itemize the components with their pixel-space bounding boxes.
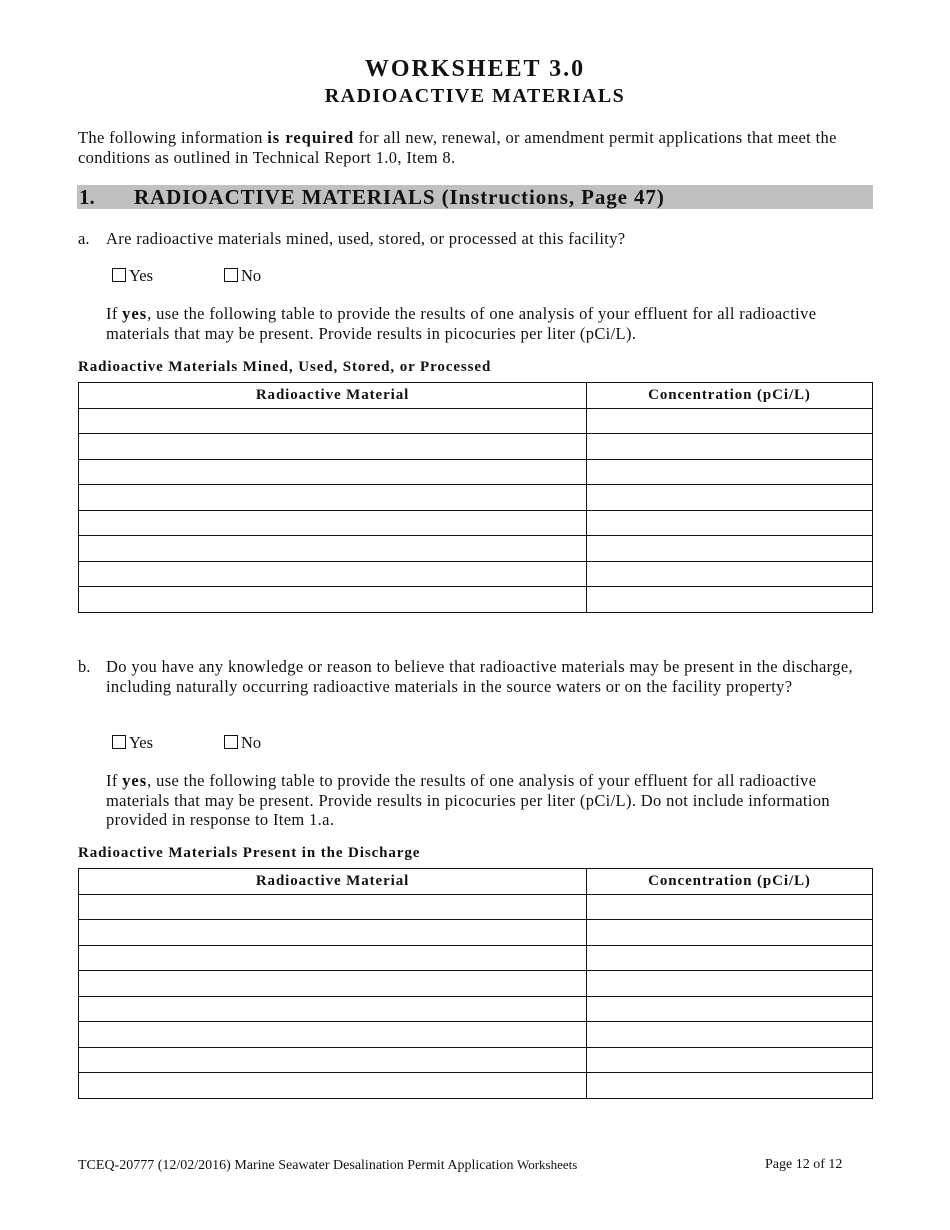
question-a-yes-checkbox[interactable] bbox=[112, 268, 126, 282]
section-number: 1. bbox=[79, 185, 95, 209]
table-row bbox=[79, 536, 873, 562]
material-cell[interactable] bbox=[79, 561, 587, 587]
question-a-yes-option[interactable] bbox=[112, 266, 153, 286]
material-cell[interactable] bbox=[79, 485, 587, 511]
table-row bbox=[79, 920, 873, 946]
intro-paragraph bbox=[78, 128, 868, 167]
footer-form-id bbox=[78, 1157, 577, 1174]
table-row bbox=[79, 561, 873, 587]
concentration-cell[interactable] bbox=[587, 945, 873, 971]
section-title: RADIOACTIVE MATERIALS (Instructions, Page 47) bbox=[134, 185, 665, 209]
material-cell[interactable] bbox=[79, 1022, 587, 1048]
table-row bbox=[79, 1022, 873, 1048]
intro-emphasis: is required bbox=[267, 128, 355, 147]
question-b-no-option[interactable] bbox=[224, 733, 261, 753]
question-b-followup bbox=[106, 771, 876, 830]
followup-a-text: If bbox=[106, 304, 123, 323]
table-b-header-material: Radioactive Material bbox=[79, 869, 587, 895]
question-a-no-option[interactable] bbox=[224, 266, 261, 286]
table-a-header-row bbox=[79, 383, 873, 409]
followup-a-emphasis: yes bbox=[122, 304, 148, 323]
question-a-no-checkbox[interactable] bbox=[224, 268, 238, 282]
concentration-cell[interactable] bbox=[587, 408, 873, 434]
material-cell[interactable] bbox=[79, 945, 587, 971]
question-a-no-label: No bbox=[241, 266, 262, 285]
table-b-title: Radioactive Materials Present in the Discharge bbox=[78, 845, 421, 861]
concentration-cell[interactable] bbox=[587, 1022, 873, 1048]
section-header bbox=[77, 185, 873, 209]
material-cell[interactable] bbox=[79, 894, 587, 920]
intro-text-cont: for all new, renewal, or amendment permit applications that meet the conditions as outlined in Technical Report 1.0, Item 8. bbox=[78, 128, 837, 167]
table-row bbox=[79, 434, 873, 460]
worksheet-title: WORKSHEET 3.0 bbox=[364, 56, 586, 82]
material-cell[interactable] bbox=[79, 536, 587, 562]
concentration-cell[interactable] bbox=[587, 510, 873, 536]
footer-page-number: Page 12 of 12 bbox=[765, 1157, 843, 1172]
table-b-header-concentration: Concentration (pCi/L) bbox=[587, 869, 873, 895]
material-cell[interactable] bbox=[79, 996, 587, 1022]
material-cell[interactable] bbox=[79, 1047, 587, 1073]
material-cell[interactable] bbox=[79, 510, 587, 536]
footer-form-suffix: Worksheets bbox=[516, 1157, 578, 1172]
table-row bbox=[79, 587, 873, 613]
question-b-no-checkbox[interactable] bbox=[224, 735, 238, 749]
table-b bbox=[78, 868, 873, 1099]
concentration-cell[interactable] bbox=[587, 1073, 873, 1099]
followup-a-text-cont: , use the following table to provide the results of one analysis of your effluent for all radioactive materials that may be present. Provide results in picocuries per liter (pCi/L). bbox=[106, 304, 817, 343]
concentration-cell[interactable] bbox=[587, 587, 873, 613]
table-row bbox=[79, 485, 873, 511]
followup-b-emphasis: yes bbox=[122, 771, 148, 790]
table-row bbox=[79, 1047, 873, 1073]
concentration-cell[interactable] bbox=[587, 1047, 873, 1073]
table-row bbox=[79, 459, 873, 485]
table-a-body bbox=[79, 408, 873, 612]
question-b-letter: b. bbox=[78, 657, 91, 676]
question-a-text: Are radioactive materials mined, used, stored, or processed at this facility? bbox=[106, 229, 626, 248]
table-row bbox=[79, 996, 873, 1022]
question-b-yes-label: Yes bbox=[129, 733, 154, 752]
followup-b-text: If bbox=[106, 771, 123, 790]
material-cell[interactable] bbox=[79, 971, 587, 997]
table-a bbox=[78, 382, 873, 613]
question-b-no-label: No bbox=[241, 733, 262, 752]
concentration-cell[interactable] bbox=[587, 434, 873, 460]
followup-b-text-cont: , use the following table to provide the results of one analysis of your effluent for all radioactive materials that may be present. Provide results in picocuries per liter (pCi/L). Do not include information provided in response to Item 1.a. bbox=[106, 771, 830, 829]
concentration-cell[interactable] bbox=[587, 561, 873, 587]
concentration-cell[interactable] bbox=[587, 459, 873, 485]
question-a-followup bbox=[106, 304, 876, 343]
concentration-cell[interactable] bbox=[587, 485, 873, 511]
question-b-yes-option[interactable] bbox=[112, 733, 153, 753]
table-row bbox=[79, 971, 873, 997]
intro-text: The following information bbox=[78, 128, 268, 147]
table-b-header-row bbox=[79, 869, 873, 895]
footer-form-text: TCEQ-20777 (12/02/2016) Marine Seawater Desalination Permit Application bbox=[78, 1158, 514, 1173]
question-b-text: Do you have any knowledge or reason to believe that radioactive materials may be present in the discharge, including naturally occurring radioactive materials in the source waters or on the facility property? bbox=[106, 657, 853, 696]
concentration-cell[interactable] bbox=[587, 536, 873, 562]
table-row bbox=[79, 945, 873, 971]
material-cell[interactable] bbox=[79, 408, 587, 434]
table-row bbox=[79, 408, 873, 434]
question-b-yes-checkbox[interactable] bbox=[112, 735, 126, 749]
table-a-title: Radioactive Materials Mined, Used, Stored, or Processed bbox=[78, 359, 492, 375]
concentration-cell[interactable] bbox=[587, 996, 873, 1022]
question-a-letter: a. bbox=[78, 229, 90, 248]
material-cell[interactable] bbox=[79, 1073, 587, 1099]
table-a-header-concentration: Concentration (pCi/L) bbox=[587, 383, 873, 409]
table-row bbox=[79, 510, 873, 536]
table-b-body bbox=[79, 894, 873, 1098]
worksheet-subtitle: RADIOACTIVE MATERIALS bbox=[324, 85, 626, 107]
concentration-cell[interactable] bbox=[587, 894, 873, 920]
material-cell[interactable] bbox=[79, 459, 587, 485]
material-cell[interactable] bbox=[79, 920, 587, 946]
concentration-cell[interactable] bbox=[587, 920, 873, 946]
table-row bbox=[79, 894, 873, 920]
material-cell[interactable] bbox=[79, 587, 587, 613]
material-cell[interactable] bbox=[79, 434, 587, 460]
question-a-yes-label: Yes bbox=[129, 266, 154, 285]
concentration-cell[interactable] bbox=[587, 971, 873, 997]
table-row bbox=[79, 1073, 873, 1099]
table-a-header-material: Radioactive Material bbox=[79, 383, 587, 409]
